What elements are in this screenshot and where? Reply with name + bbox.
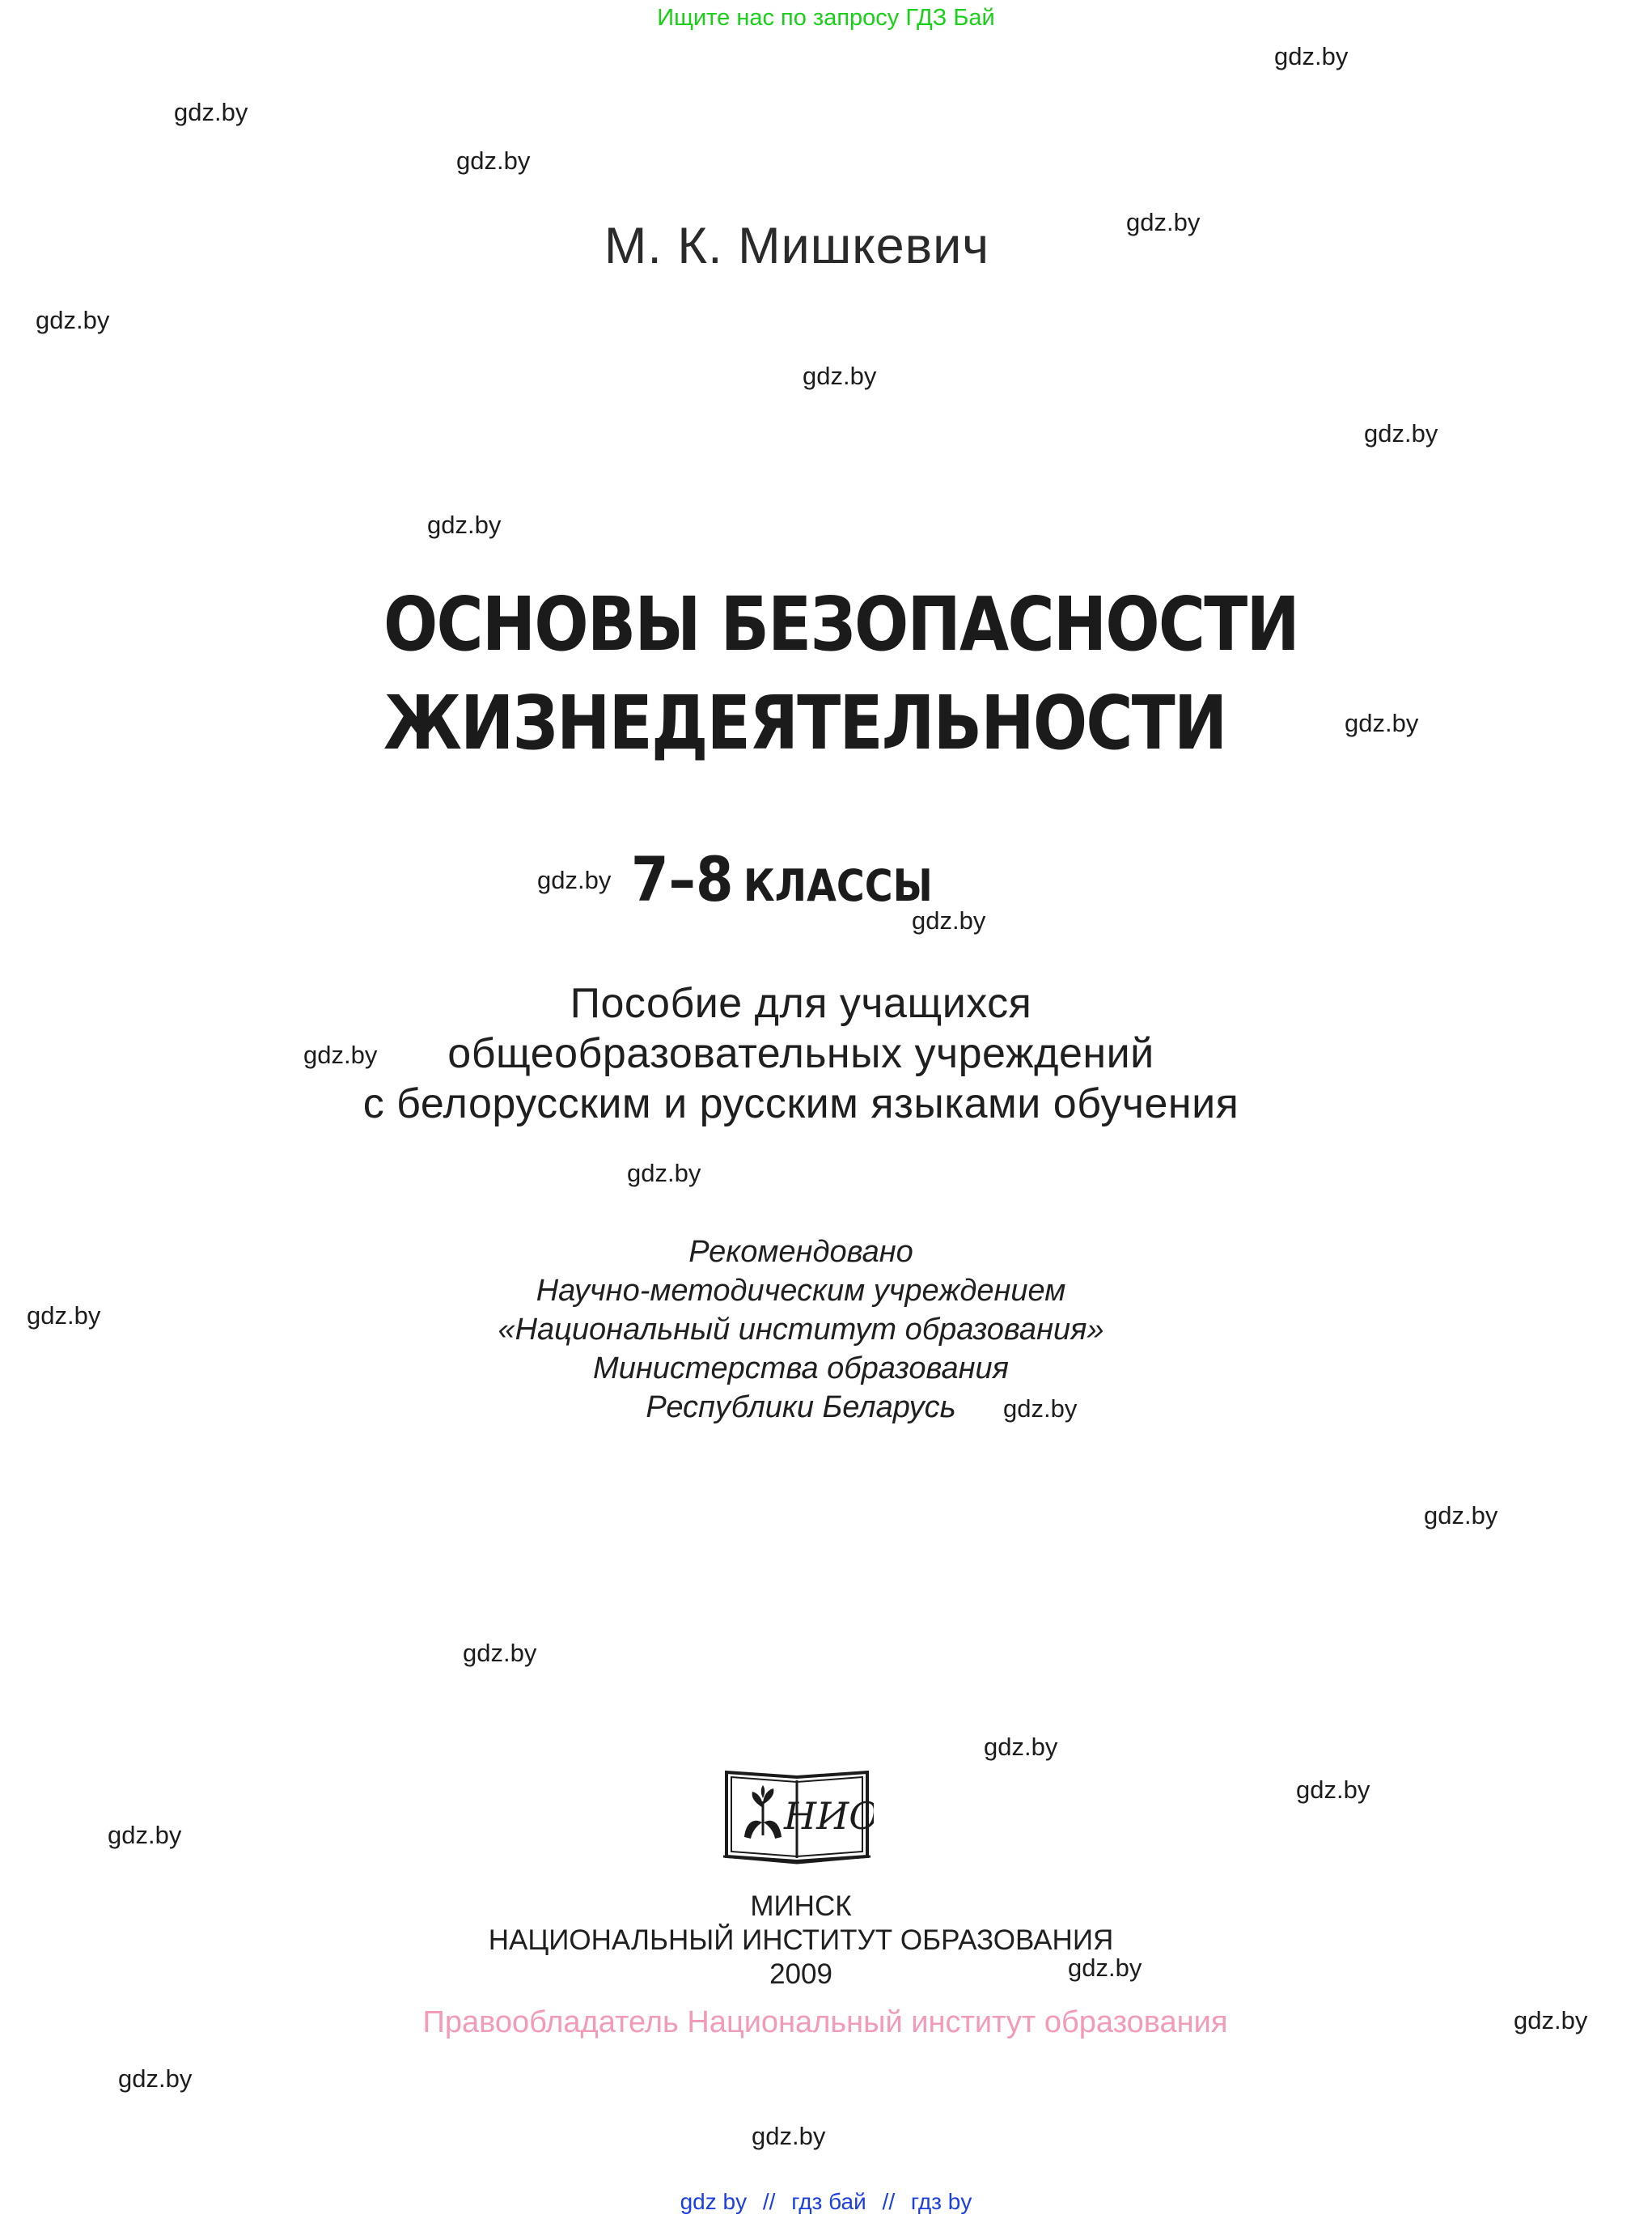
- watermark: gdz.by: [174, 98, 248, 126]
- watermark: gdz.by: [118, 2064, 193, 2093]
- grade-label: КЛАССЫ: [743, 860, 933, 911]
- footer-separator: //: [882, 2189, 896, 2214]
- watermark: gdz.by: [1364, 419, 1438, 448]
- watermark: gdz.by: [912, 906, 986, 935]
- watermark: gdz.by: [36, 306, 110, 334]
- subtitle-line-1: Пособие для учащихся: [570, 980, 1032, 1027]
- footer-link-gdz-by[interactable]: gdz by: [680, 2189, 748, 2214]
- watermark: gdz.by: [537, 866, 612, 894]
- recommendation-line-1: Рекомендовано: [688, 1235, 913, 1269]
- watermark: gdz.by: [303, 1041, 378, 1069]
- book-title-line-2: ЖИЗНЕДЕЯТЕЛЬНОСТИ: [383, 680, 1226, 766]
- recommendation-line-3: «Национальный институт образования»: [498, 1313, 1104, 1347]
- recommendation-line-4: Министерства образования: [593, 1351, 1009, 1385]
- book-title-line-1: ОСНОВЫ БЕЗОПАСНОСТИ: [383, 581, 1299, 668]
- watermark: gdz.by: [1003, 1394, 1078, 1423]
- watermark: gdz.by: [1296, 1775, 1370, 1804]
- subtitle-line-3: с белорусским и русским языками обучения: [362, 1080, 1239, 1127]
- watermark: gdz.by: [1274, 42, 1349, 70]
- watermark: gdz.by: [456, 146, 531, 175]
- footer-separator: //: [762, 2189, 776, 2214]
- logo-monogram: НИО: [784, 1794, 874, 1838]
- search-hint-banner: Ищите нас по запросу ГДЗ Бай: [657, 5, 995, 31]
- publisher-name: НАЦИОНАЛЬНЫЙ ИНСТИТУТ ОБРАЗОВАНИЯ: [488, 1924, 1114, 1956]
- watermark: gdz.by: [1424, 1501, 1498, 1529]
- footer-link-gdz-by-cyr[interactable]: гдз by: [910, 2189, 972, 2214]
- watermark: gdz.by: [1068, 1954, 1142, 1982]
- watermark: gdz.by: [1126, 208, 1201, 236]
- recommendation-line-5: Республики Беларусь: [646, 1390, 956, 1424]
- footer-links: [0, 2189, 1652, 2215]
- grade-numbers: 7–8: [631, 843, 734, 915]
- watermark: gdz.by: [463, 1639, 537, 1667]
- publisher-book-logo-icon: [720, 1766, 874, 1867]
- watermark: gdz.by: [984, 1733, 1058, 1761]
- grade-range: [631, 843, 1058, 915]
- watermark: gdz.by: [427, 511, 502, 539]
- watermark: gdz.by: [752, 2122, 826, 2150]
- watermark: gdz.by: [1345, 709, 1419, 737]
- recommendation-line-2: Научно-методическим учреждением: [536, 1274, 1066, 1308]
- publication-year: 2009: [769, 1958, 832, 1990]
- rights-holder: Правообладатель Национальный институт образования: [422, 2005, 1228, 2039]
- watermark: gdz.by: [27, 1301, 101, 1330]
- author-name: М. К. Мишкевич: [604, 218, 990, 274]
- footer-link-gdz-bai[interactable]: гдз бай: [791, 2189, 866, 2214]
- watermark: gdz.by: [108, 1821, 182, 1849]
- watermark: gdz.by: [803, 362, 877, 390]
- watermark: gdz.by: [1514, 2006, 1588, 2034]
- subtitle-line-2: общеобразовательных учреждений: [447, 1030, 1154, 1077]
- watermark: gdz.by: [627, 1159, 701, 1187]
- publication-city: МИНСК: [750, 1890, 852, 1922]
